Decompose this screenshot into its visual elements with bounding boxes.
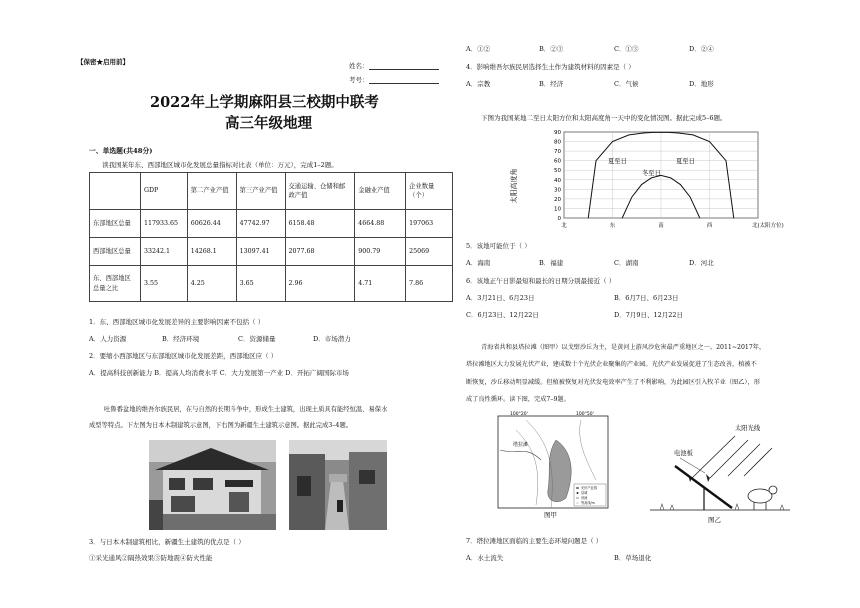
legend-item: 河流	[581, 496, 588, 500]
question-3-option-b: B．②③	[539, 45, 564, 53]
table-cell: 60626.44	[187, 210, 236, 238]
chart-x-tick-label: 东	[609, 223, 616, 229]
name-underline	[369, 61, 439, 70]
wooden-house-photo	[149, 440, 276, 530]
sheep-head	[769, 486, 777, 494]
right-column	[430, 0, 860, 608]
section-heading: 一、单选题(共48分)	[89, 147, 153, 155]
table-cell: 33242.1	[140, 238, 187, 266]
section-intro: 读我国某年东、西部地区城市化发展总量指标对比表（单位：万元），完成1–2题。	[102, 161, 338, 169]
table-cell: 东部地区总量	[90, 210, 141, 238]
question-6-option-a: A．3月21日、6月23日	[466, 294, 535, 302]
chart-annotation-winter: 冬至日	[642, 170, 661, 177]
question-6-option-d: D．7月9日、12月22日	[614, 311, 684, 319]
table-row	[90, 210, 453, 238]
question-1-option-d: D．市场潜力	[313, 335, 351, 343]
table-header-row	[90, 173, 453, 210]
table-cell: 西部地区总量	[90, 238, 141, 266]
chart-point	[636, 134, 637, 135]
passage-4-line-1: 青海省共和县塔拉滩（图甲）以戈壁沙丘为主，是黄河上游风沙危害最严重地区之一。2011~2017年，	[481, 344, 766, 351]
earthen-building-photo	[289, 440, 387, 530]
chart-point	[632, 197, 633, 198]
chart-point	[588, 218, 589, 219]
chart-x-ticks	[561, 221, 784, 229]
chart-y-tick-label: 40	[554, 177, 561, 184]
passage-2-line-2: 成型等特点。下左图为日本木制建筑示意图，下右图为新疆生土建筑示意图。据此完成3–4题。	[89, 422, 353, 429]
sun-ray	[728, 444, 760, 476]
legend-park-swatch	[576, 487, 579, 489]
chart-point	[700, 218, 701, 219]
secret-label: 【保密★启用前】	[77, 58, 129, 66]
chart-y-tick-label: 0	[557, 216, 561, 222]
table-cell: 117933.65	[140, 210, 187, 238]
exam-field	[349, 75, 439, 84]
legend-item: 光伏产业园	[581, 486, 597, 490]
map-lon-2: 100°50'	[576, 412, 594, 417]
chart-y-tick-label: 50	[554, 168, 561, 175]
question-5-option-c: C．湖南	[614, 259, 639, 267]
chart-point	[596, 160, 597, 161]
chart-point	[726, 160, 727, 161]
table-cell: 2077.68	[285, 238, 355, 266]
question-3-stem: 3．与日本木制建筑相比，新疆生土建筑的优点是（ ）	[89, 538, 245, 546]
chart-point	[612, 141, 613, 142]
table-cell: 6158.48	[285, 210, 355, 238]
question-7-stem: 7．塔拉滩地区面临的主要生态环境问题是（ ）	[466, 537, 603, 545]
table-cell: 4.25	[187, 266, 236, 302]
table-header-cell: 第三产业产值	[236, 173, 285, 210]
passage-4-line-4: 成了良性循环。读下图，完成7–9题。	[466, 396, 570, 403]
exam-label: 考号：	[349, 76, 369, 84]
question-1-option-c: C．资源储量	[238, 335, 276, 343]
legend-county-symbol	[577, 492, 579, 494]
legend-item: 等高线/m	[581, 501, 595, 505]
table-row	[90, 266, 453, 302]
table-cell: 47742.97	[236, 210, 285, 238]
chart-point	[678, 133, 679, 134]
chart-point	[668, 132, 669, 133]
question-1-option-b: B．经济环境	[162, 335, 200, 343]
question-4-option-b: B．经济	[539, 80, 564, 88]
question-1-stem: 1．东、西部地区城市化发展差异的主要影响因素不包括（ ）	[89, 318, 265, 326]
question-5-option-a: A．海南	[466, 259, 491, 267]
chart-y-tick-label: 30	[554, 187, 561, 194]
question-7-option-b: B．草场退化	[614, 554, 652, 562]
figure-a-label: 图甲	[544, 511, 557, 519]
map-place-label: 塔拉滩	[513, 442, 529, 448]
chart-point	[629, 135, 630, 136]
question-3-option-c: C．①③	[614, 45, 639, 53]
chart-y-tick-label: 10	[554, 206, 561, 213]
sun-ray	[744, 448, 772, 476]
question-6-option-b: B．6月7日、6月23日	[614, 294, 679, 302]
table-header-cell: 企业数量（个）	[406, 173, 453, 210]
figure-a-map	[496, 410, 616, 520]
figure-b-diagram	[630, 418, 800, 526]
chart-point	[693, 135, 694, 136]
data-table	[89, 172, 453, 302]
question-5-option-b: B．福建	[539, 259, 564, 267]
table-cell: 2.96	[285, 266, 355, 302]
chart-y-tick-label: 70	[554, 149, 561, 156]
chart-point	[653, 132, 654, 133]
question-5-option-d: D．河北	[689, 259, 714, 267]
table-cell: 东、西部地区总量之比	[90, 266, 141, 302]
grass	[660, 504, 784, 510]
chart-point	[685, 134, 686, 135]
chart-x-tick-label: 南	[658, 223, 664, 229]
table-cell: 900.79	[355, 238, 406, 266]
chart-x-tick-label: 北(太阳方位)	[752, 223, 784, 229]
chart-point	[651, 178, 652, 179]
chart-annotation-summer-right: 夏至日	[676, 158, 695, 165]
table-cell: 4664.88	[355, 210, 406, 238]
table-cell: 13097.41	[236, 238, 285, 266]
passage-3: 下图为我国某地二至日太阳方位和太阳高度角一天中的变化情况图。据此完成5–6题。	[481, 114, 727, 122]
question-2-stem: 2．要缩小西部地区与东部地区城市化发展差距，西部地区应（ ）	[89, 352, 278, 360]
sun-ray	[692, 436, 735, 478]
question-4-option-a: A．宗教	[466, 80, 491, 88]
chart-point	[709, 141, 710, 142]
question-6-stem: 6．该地正午日影最短和最长的日期分别最接近（ ）	[466, 277, 616, 285]
passage-4-line-3: 断恢复，沙丘移动明显减缓。但植被恢复对光伏发电效率产生了不利影响，为此园区引入牧羊业（图乙），形	[466, 379, 760, 386]
name-field	[349, 61, 439, 70]
question-4-stem: 4．影响维吾尔族民居选择生土作为建筑材料的因素是（ ）	[466, 63, 635, 71]
figure-b-label: 图乙	[708, 516, 721, 524]
question-1-option-a: A．人力资源	[89, 335, 127, 343]
question-4-option-d: D．地形	[689, 80, 714, 88]
chart-point	[733, 218, 734, 219]
table-cell: 4.71	[355, 266, 406, 302]
question-3-options: ①采光通风②隔热效果③防地震④防火性能	[89, 554, 213, 562]
exam-underline	[369, 75, 439, 84]
chart-point	[641, 184, 642, 185]
table-row	[90, 238, 453, 266]
sun-ray	[710, 440, 748, 478]
chart-y-label: 太阳高度角	[510, 168, 518, 204]
chart-point	[643, 133, 644, 134]
page-subtitle: 高三年级地理	[225, 115, 312, 132]
table-cell: 197063	[406, 210, 453, 238]
sun-ray-arrowhead	[706, 474, 710, 482]
name-label: 姓名：	[349, 62, 369, 70]
passage-4-line-2: 塔拉滩地区大力发展光伏产业，建成数十个光伏企业聚集的产业园。光伏产业发展促进了生态改善，植被不	[466, 361, 757, 368]
chart-y-ticks	[554, 130, 562, 222]
map-lon-1: 100°20'	[510, 412, 528, 417]
table-header-cell: 第二产业产值	[187, 173, 236, 210]
table-header-cell: 交通运输、仓储和邮政产值	[285, 173, 355, 210]
chart-x-tick-label: 西	[706, 223, 713, 229]
chart-annotation-summer-left: 夏至日	[608, 158, 627, 165]
chart-point	[690, 197, 691, 198]
question-7-option-a: A．水土流失	[466, 554, 504, 562]
table-header-cell: 金融业产值	[355, 173, 406, 210]
chart-y-tick-label: 90	[554, 130, 561, 136]
question-3-option-a: A．①②	[466, 45, 491, 53]
table-header-cell: GDP	[140, 173, 187, 210]
sheep	[748, 489, 772, 503]
chart-point	[622, 218, 623, 219]
chart-point	[680, 184, 681, 185]
question-2-options: A．提高科技创新能力 B．提高人均消费水平 C．大力发展第一产业 D．开拓广阔国际市场	[89, 369, 349, 377]
question-5-stem: 5．该地可能位于（ ）	[466, 242, 531, 250]
chart-y-tick-label: 80	[554, 139, 561, 146]
table-cell: 7.86	[406, 266, 453, 302]
sun-ray-label: 太阳光线	[735, 425, 761, 432]
passage-2-line-1: 吐鲁番盆地的维吾尔族民居，在与自然的长期斗争中，形成生土建筑，出现土质具有能经恒温、易保水	[104, 406, 388, 413]
chart-x-tick-label: 北	[561, 223, 567, 229]
table-cell: 14268.1	[187, 238, 236, 266]
page-title: 2022年上学期麻阳县三校期中联考	[150, 94, 379, 111]
table-cell: 3.65	[236, 266, 285, 302]
question-3-option-d: D．②④	[689, 45, 714, 53]
panel-leader-line	[680, 458, 705, 473]
chart-y-tick-label: 20	[554, 196, 561, 203]
table-cell: 25069	[406, 238, 453, 266]
table-cell: 3.55	[140, 266, 187, 302]
question-4-option-c: C．气候	[614, 80, 639, 88]
legend-item: 县城	[581, 491, 588, 495]
panel-label: 电池板	[674, 450, 693, 457]
table-header-cell	[90, 173, 141, 210]
question-6-option-c: C．6月23日、12月22日	[466, 311, 539, 319]
chart-point	[670, 178, 671, 179]
sun-altitude-chart	[510, 126, 790, 238]
chart-y-tick-label: 60	[554, 158, 561, 165]
